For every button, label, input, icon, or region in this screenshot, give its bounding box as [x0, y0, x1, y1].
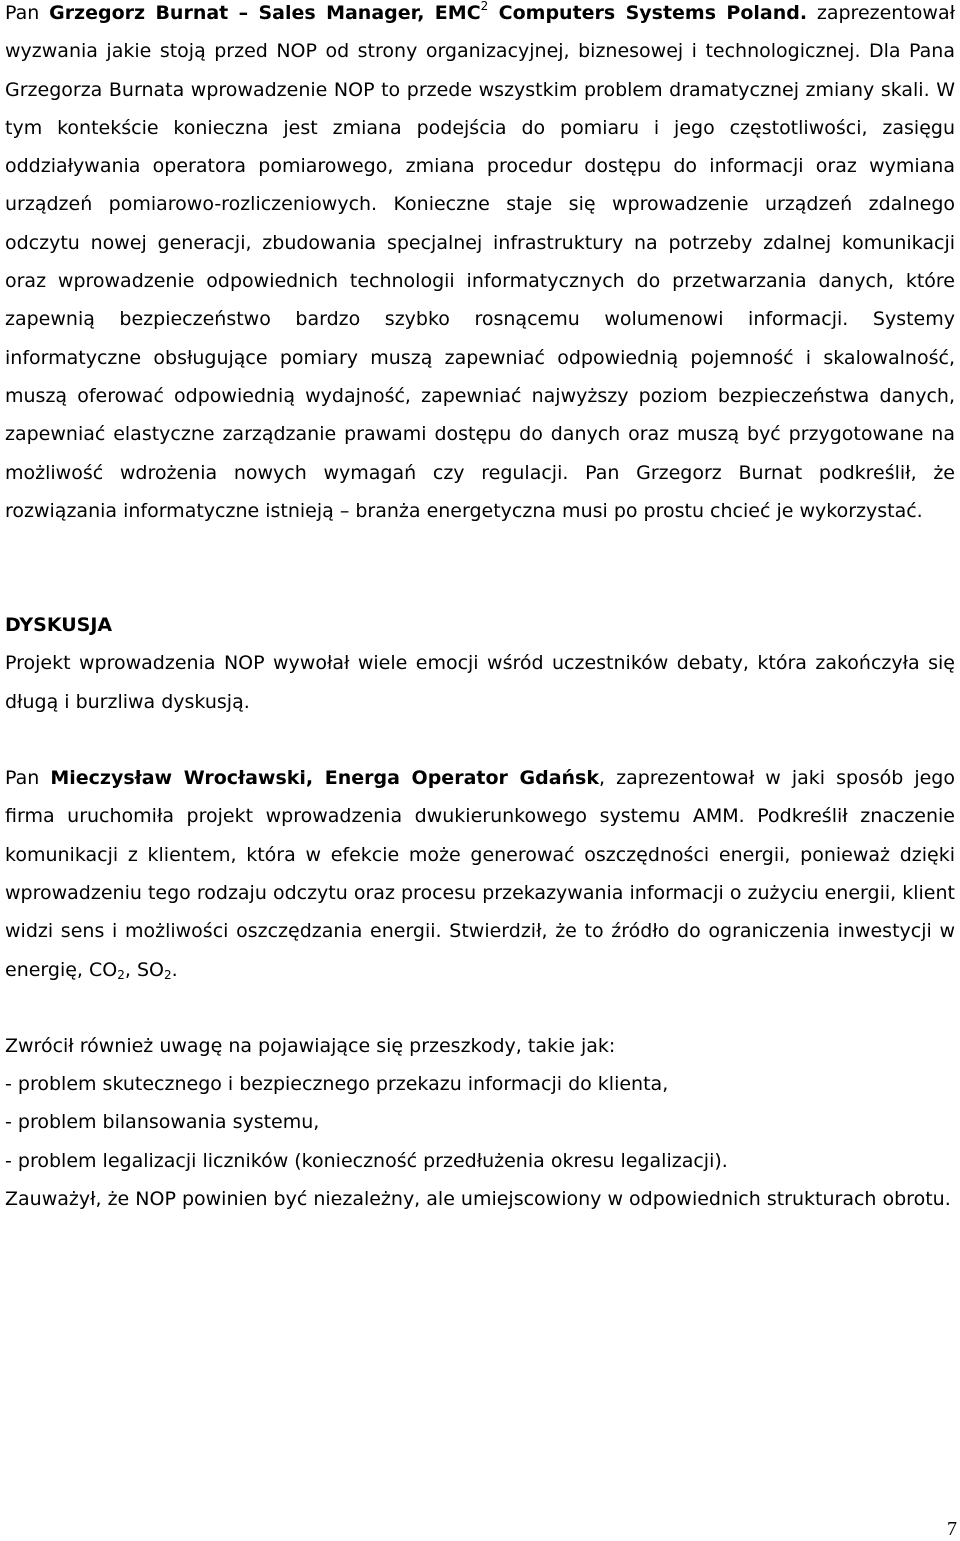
document-page	[5, 0, 955, 1218]
paragraph-wroclawski	[5, 759, 955, 989]
paragraph-closing: Zauważył, że NOP powinien być niezależny, ale umiejscowiony w odpowiednich strukturach obrotu.	[5, 1188, 951, 1211]
subscript: 2	[117, 967, 125, 982]
list-item: - problem legalizacji liczników (konieczność przedłużenia okresu legalizacji).	[5, 1149, 728, 1172]
paragraph-text: , SO	[124, 958, 164, 981]
superscript: 2	[480, 0, 489, 13]
paragraph-text: zaprezentował wyzwania jakie stoją przed NOP od strony organizacyjnej, biznesowej i technologicznej. Dla Pana Grzegorza Burnata wprowadzenie NOP to przede wszystkim problem dramatycznej zmiany skali. W tym kontekście konieczna jest zmiana podejścia do pomiaru i jego częstotliwości, zasięgu oddziaływania operatora pomiarowego, zmiana procedur dostępu do informacji oraz wymiana urządzeń pomiarowo-rozliczeniowych. Konieczne staje się wprowadzenie urządzeń zdalnego odczytu nowej generacji, zbudowania specjalnej infrastruktury na potrzeby zdalnej komunikacji oraz wprowadzenie odpowiednich technologii informatycznych do przetwarzania danych, które zapewnią bezpieczeństwo bardzo szybko rosnącemu wolumenowi informacji. Systemy informatyczne obsługujące pomiary muszą zapewniać odpowiednią pojemność i skalowalność, muszą oferować odpowiednią wydajność, zapewniać najwyższy poziom bezpieczeństwa danych, zapewniać elastyczne zarządzanie prawami dostępu do danych oraz muszą być przygotowane na możliwość wdrożenia nowych wymagań czy regulacji. Pan Grzegorz Burnat podkreślił, że rozwiązania informatyczne istnieją – branża energetyczna musi po prostu chcieć je wykorzystać.	[5, 2, 955, 522]
list-intro: Zwrócił również uwagę na pojawiające się przeszkody, takie jak:	[5, 1034, 616, 1057]
spacer	[5, 721, 955, 759]
paragraph-discussion: Projekt wprowadzenia NOP wywołał wiele emocji wśród uczestników debaty, która zakończyła się długą i burzliwa dyskusją.	[5, 652, 955, 713]
speaker-name: Mieczysław Wrocławski, Energa Operator Gdańsk	[50, 767, 600, 790]
paragraph-burnat	[5, 0, 955, 530]
subscript: 2	[163, 967, 172, 982]
section-heading: DYSKUSJA	[5, 614, 113, 637]
paragraph-prefix: Pan	[5, 2, 50, 24]
spacer	[5, 989, 955, 1027]
paragraph-text: , zaprezentował w jaki sposób jego firma uruchomiła projekt wprowadzenia dwukierunkowego systemu AMM. Podkreślił znaczenie komunikacji z klientem, która w efekcie może generować oszczędności energii, ponieważ dzięki wprowadzeniu tego rodzaju odczytu oraz procesu przekazywania informacji o zużyciu energii, klient widzi sens i możliwości oszczędzania energii. Stwierdził, że to źródło do ograniczenia inwestycji w energię, CO	[5, 767, 955, 981]
list-item: - problem skutecznego i bezpiecznego przekazu informacji do klienta,	[5, 1073, 669, 1096]
paragraph-text: .	[171, 958, 178, 981]
spacer	[5, 530, 955, 606]
paragraph-prefix: Pan	[5, 767, 51, 790]
speaker-name: Grzegorz Burnat – Sales Manager, EMC	[49, 2, 481, 24]
speaker-company: Computers Systems Poland.	[488, 2, 808, 24]
list-item: - problem bilansowania systemu,	[5, 1111, 320, 1134]
page-number: 7	[947, 1518, 957, 1540]
